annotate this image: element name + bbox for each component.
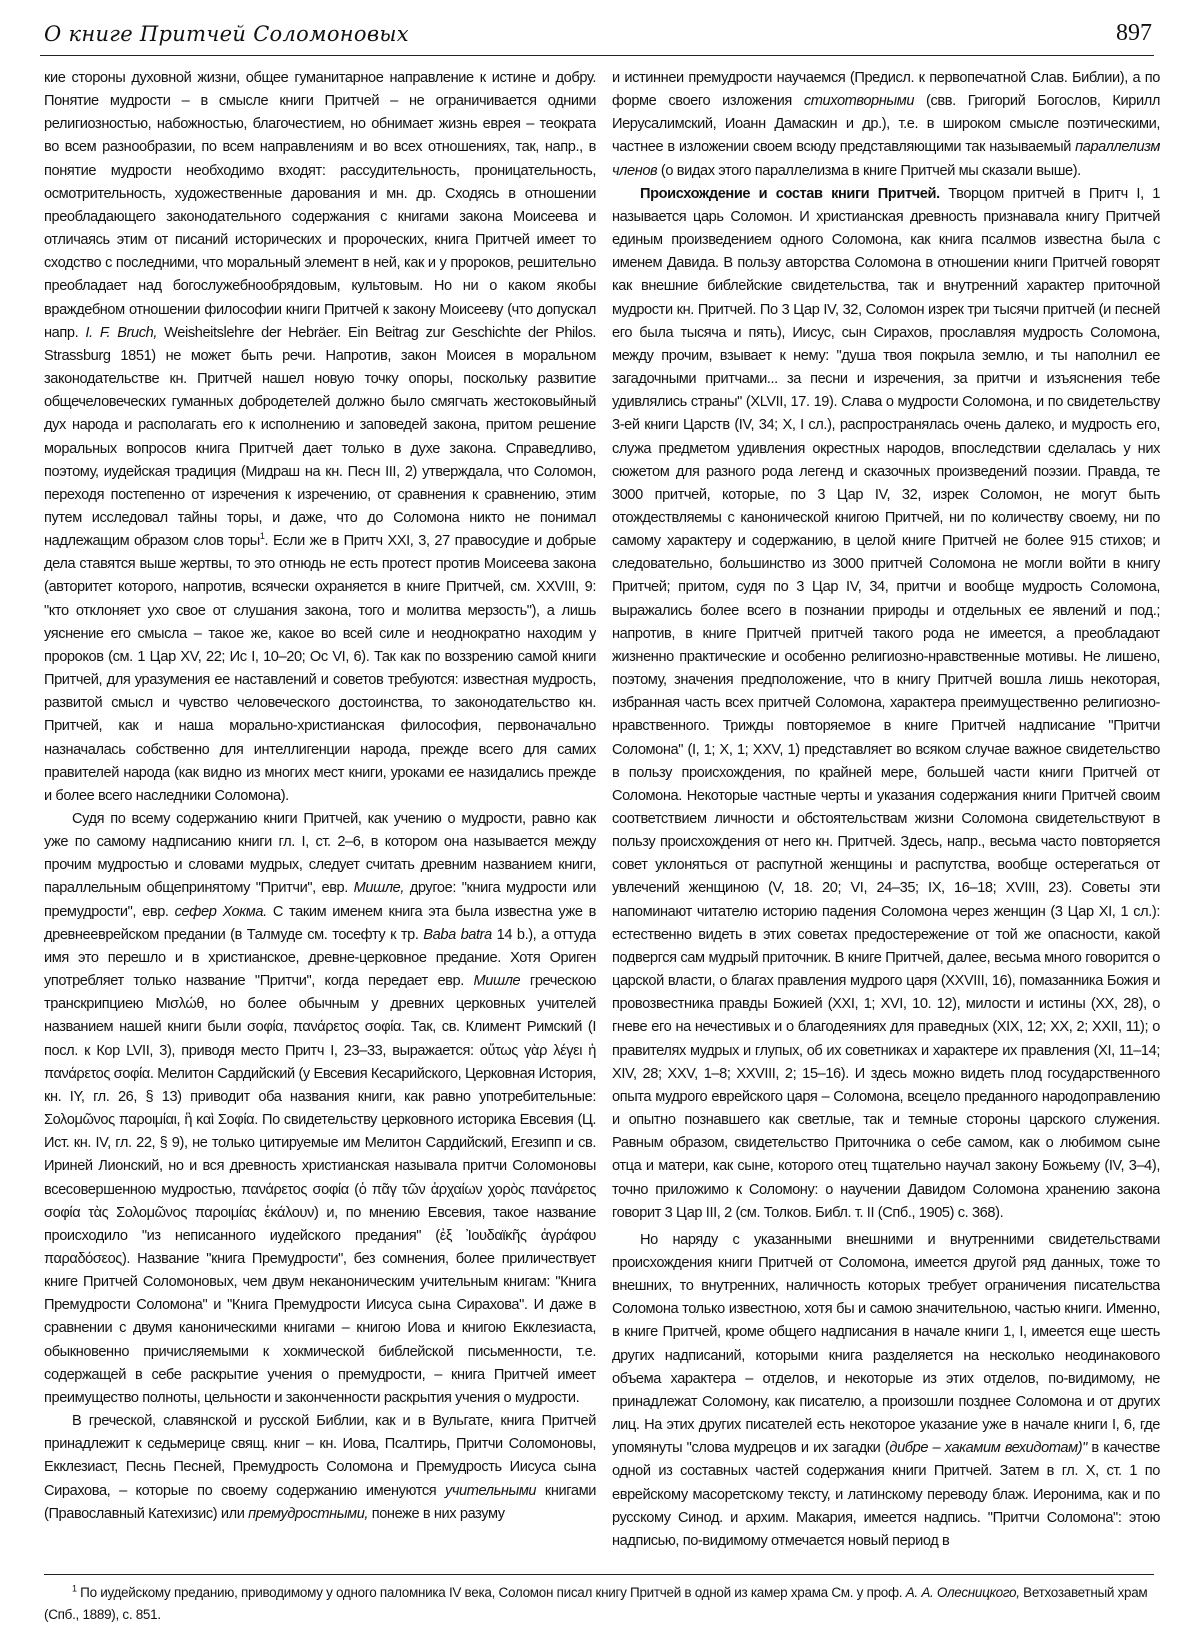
text-run: (свв. Григорий Богослов, Кирилл Иерусалимский, Иоанн Дамаскин и др.), т.е. в широком смысле поэтическими, частнее в изложении своем всюду представляющими так называемый	[612, 93, 1160, 156]
running-header-title: О книге Притчей Соломоновых	[44, 22, 409, 46]
text-run: и истиннеи премудрости научаемся (Предисл. к первопечатной Слав. Библии), а по форме своего изложения	[612, 70, 1160, 110]
term: стихотворными	[803, 93, 915, 110]
section-heading: Происхождение и состав книги Притчей.	[640, 185, 940, 202]
paragraph	[612, 183, 1160, 1225]
term: Мишле,	[353, 880, 405, 897]
paragraph	[44, 808, 596, 1410]
term: дибре – хакамим вехидотам)"	[889, 1440, 1087, 1457]
right-column	[612, 67, 1160, 1572]
text-run: кие стороны духовной жизни, общее гуманитарное направление к истине и добру. Понятие мудрости – в смысле книги Притчей – не ограничивается одними религиозностью, набожностью, благочестием, но обнимает жизнь еврея – теократа во всем разнообразии, по всем направлениям и во всех отношениях, так, напр., в понятие мудрости необходимо входят: рассудительность, проницательность, осмотрительность, художественные дарования и мн. др. Сходясь в отношении преобладающего законодательного содержания с книгами закона Моисеева и отличаясь этим от писаний исторических и пророческих, книга Притчей имеет то сходство с последними, что моральный элемент в ней, как и у пророков, решительно преобладает над богослужебнообрядовым, культовым. Но ни о каком якобы враждебном отношении философии книги Притчей к закону Моисееву (что допускал напр.	[44, 70, 596, 341]
paragraph	[44, 67, 596, 808]
footnote-marker: 1	[259, 531, 265, 542]
text-run: В греческой, славянской и русской Библии, как и в Вульгате, книга Притчей принадлежит к седьмерице свящ. книг – кн. Иова, Псалтирь, Притчи Соломоновы, Екклезиаст, Песнь Песней, Премудрость Соломона и Премудрость Иисуса сына Сирахова, – которые по своему содержанию именуются	[44, 1413, 596, 1499]
term: параллелизм членов	[612, 139, 1160, 179]
paragraph	[612, 67, 1160, 183]
term: Baba batra	[423, 926, 492, 943]
text-run: греческою транскрипциею Μισλώθ, но более обычным у древних церковных учителей названием нашей книги были σοφία, πανάρετος σοφία. Так, св. Климент Римский (I посл. к Кор LVII, 3), приводя место Притч I, 23–33, выражается: οὕτως γὰρ λέγει ἡ πανάρετος σοφία. Мелитон Сардийский (у Евсевия Кесарийского, Церковная История, кн. IY, гл. 26, § 13) приводит оба названия книги, как равно употребительные: Σολομῶνος παροιμίαι, ἣ καὶ Σοφία. По свидетельству церковного историка Евсевия (Ц. Ист. кн. IV, гл. 22, § 9), не только цитируемые им Мелитон Сардийский, Егезипп и св. Ириней Лионский, но и вся древность христианская называла притчи Соломоновы всесовершенною мудростью, πανάρετος σοφία (ὁ πᾶγ τῶν ἀρχαίων χορὸς πανάρετος σοφία τὰς Σολομῶνος παροιμίας ἐκάλουν) и, по мнению Евсевия, такое название происходило "из неписанного иудейского предания" (ἐξ Ἰουδαϊκῆς ἀγράφου παραδόσεος). Название "книга Премудрости", без сомнения, более приличествует книге Притчей Соломоновых, чем двум неканоническим учительным книгам: "Книга Премудрости Соломона" и "Книга Премудрости Иисуса сына Сирахова". И даже в сравнении с двумя каноническими книгами – книгою Иова и книгою Екклезиаста, обыкновенно причисляемыми к хокмической библейской письменности, т.е. содержащей в себе раскрытие учения о премудрости, – книга Притчей имеет преимущество полноты, цельности и законченности раскрытия учения о мудрости.	[44, 973, 596, 1406]
text-run: Ветхозаветный храм (Спб., 1889), с. 851.	[44, 1585, 1148, 1622]
page-number: 897	[1116, 20, 1152, 46]
text-run: Weisheitslehre der Hebräer. Ein Beitrag zur Geschichte der Philos. Strassburg 1851) не может быть речи. Напротив, закон Моисея в моральном законодательстве кн. Притчей нашел новую точку опоры, поскольку развитие общечеловеческих гуманных добродетелей должно было смягчать жестоковыйный дух народа и располагать его к исполнению и заповедей закона, притом решение моральных вопросов книга Притчей дает только в духе закона. Справедливо, поэтому, иудейская традиция (Мидраш на кн. Песн III, 2) утверждала, что Соломон, переходя постепенно от изречения к изречению, от сравнения к сравнению, этим путем исследовал тайны торы, и даже, что до Соломона никто не понимал надлежащим образом слов торы	[44, 324, 596, 550]
text-run: (о видах этого параллелизма в книге Притчей мы сказали выше).	[657, 162, 1081, 179]
term: сефер Хокма.	[174, 903, 267, 920]
text-run: книгами (Православный Катехизис) или	[44, 1482, 596, 1522]
text-run: Но наряду с указанными внешними и внутренними свидетельствами происхождения книги Притчей от Соломона, имеется другой ряд данных, тоже то внешних, то внутренних, наличность которых требует ограничения писательства Соломона только известною, хотя бы и самою значительною, частью книги. Именно, в книге Притчей, кроме общего надписания в начале книги 1, I, имеется еще шесть других надписаний, которыми книга разделяется на несколько неодинакового объема характера – отделов, и некоторые из этих отделов, по-видимому, не принадлежат Соломону, как писателю, а произошли позднее Соломона и от других лиц. На этих других писателей есть некоторое указание уже в начале книги I, 6, где упомянуты "слова мудрецов и их загадки (	[612, 1231, 1160, 1457]
text-run: . Если же в Притч XXI, 3, 27 правосудие и добрые дела ставятся выше жертвы, то это отнюдь не есть протест против Моисеева закона (авторитет которого, напротив, всячески охраняется в книге Притчей, см. XXVIII, 9: "кто отклоняет ухо свое от слушания закона, того и молитва мерзость"), а лишь уяснение его смысла – такое же, какое во всей силе и неоднократно находим у пророков (см. 1 Цар XV, 22; Ис I, 10–20; Ос VI, 6). Так как по воззрению самой книги Притчей, для уразумения ее наставлений и советов требуются: известная мудрость, развитой смысл и чувство человеческого достоинства, то законодательство кн. Притчей, как и наша морально-христианская философия, первоначально назначалась собственно для интеллигенции народа, прежде всего для самих правителей народа (как видно из многих мест книги, уроками ее назидались прежде и более всего наследники Соломона).	[44, 533, 596, 804]
text-run: другое: "книга мудрости или премудрости", евр.	[44, 880, 596, 920]
term: Мишле	[473, 973, 521, 990]
author-name: А. А. Олесницкого,	[905, 1585, 1020, 1600]
term: премудростными,	[248, 1505, 369, 1522]
text-run: Судя по всему содержанию книги Притчей, как учению о мудрости, равно как уже по самому надписанию книги гл. I, ст. 2–6, в котором она называется между прочим мудростью и словами мудрых, следует считать древним названием книги, параллельным общепринятому "Притчи", евр.	[44, 811, 596, 897]
header-rule	[40, 55, 1154, 56]
footnote-rule	[44, 1574, 1154, 1575]
term: учительными	[444, 1482, 537, 1499]
left-column	[44, 67, 596, 1572]
footnote-number: 1	[72, 1583, 77, 1594]
text-run: С таким именем книга эта была известна уже в древнееврейском предании (в Талмуде см. тосефту к тр.	[44, 903, 596, 943]
text-run: Творцом притчей в Притч I, 1 называется царь Соломон. И христианская древность признавала книгу Притчей единым произведением одного Соломона, как книга псалмов известна была с именем Давида. В пользу авторства Соломона в отношении книги Притчей говорят как внешние библейские свидетельства, так и внутренний характер приточной мудрости кн. Притчей. По 3 Цар IV, 32, Соломон изрек три тысячи притчей (и песней его была тысяча и пять), Иисус, сын Сирахов, прославляя мудрость Соломона, между прочим, взывает к нему: "душа твоя покрыла землю, и ты наполнил ее загадочными притчами... за песни и изречения, за притчи и изъяснения тебе удивлялись страны" (XLVII, 17. 19). Слава о мудрости Соломона, и по свидетельству 3-ей книги Царств (IV, 34; X, I сл.), распространялась очень далеко, и мудрость его, служа предметом удивления окрестных народов, впоследствии сделалась у них сюжетом для разного рода легенд и сказочных произведений поэзии. Правда, те 3000 притчей, которые, по 3 Цар IV, 32, изрек Соломон, не могут быть отождествляемы с канонической книгою Притчей, ни по количеству своему, ни по самому характеру и содержанию, в целой книге Притчей не более 915 стихов; и следовательно, большинство из 3000 притчей Соломона не могли войти в книгу Притчей; притом, судя по 3 Цар IV, 34, притчи и вообще мудрость Соломона, выражались более всего в познании природы и отдельных ее явлений и под.; напротив, в книге Притчей притчей такого рода не имеется, а преобладают жизненно практические и особенно религиозно-нравственные мотивы. Не лишено, поэтому, значения предположение, что в книгу Притчей вошла лишь некоторая, избранная часть всех притчей Соломона, характера преимущественно религиозно-нравственного. Трижды повторяемое в книге Притчей надписание "Притчи Соломона" (I, 1; X, 1; XXV, 1) представляет во всяком случае важное свидетельство в пользу происхождения, по крайней мере, большей части книги Притчей от Соломона. Некоторые частные черты и указания содержания книги Притчей своим соответствием личности и обстоятельствам жизни Соломона свидетельствуют в пользу происхождения от него кн. Притчей. Здесь, напр., весьма часто повторяется совет уклоняться от распутной женщины и распутства, вообще остерегаться от увлечений женщиною (V, 18. 20; VI, 24–35; IX, 16–18; XVIII, 23). Советы эти напоминают читателю историю падения Соломона через женщин (3 Цар XI, 1 сл.): естественно видеть в этих советах предостережение от той же опасности, какой подвергся сам мудрый приточник. В книге Притчей, далее, весьма много говорится о царской власти, о благах правления мудрого царя (XXVIII, 16), помазанника Божия и провозвестника правды Божией (XXI, 1; XVI, 10. 12), милости и истины (XX, 28), о гневе его на нечестивых и о благодеяниях для праведных (XIX, 12; XX, 2; XXII, 11); о правителях мудрых и глупых, об их советниках и характере их правления (XI, 11–14; XIV, 28; XXV, 1–8; XXVIII, 2; 15–16). И здесь можно видеть плод государственного опыта мудрого еврейского царя – Соломона, всецело преданного народоправлению и опытно познавшего как светлые, так и темные стороны царского служения. Равным образом, свидетельство Приточника о себе самом, как о любимом сыне отца и матери, как сыне, которого отец тщательно научал закону Божьему (IV, 3–4), точно приложимо к Соломону: о научении Давидом Соломона хранению закона говорит 3 Цар III, 2 (см. Толков. Библ. т. II (Спб., 1905) с. 368).	[612, 185, 1160, 1221]
text-run: 14 b.), а оттуда имя это перешло и в христианское, древне-церковное предание. Хотя Ориген употребляет только название "Притчи", когда передает евр.	[44, 926, 596, 990]
footnote	[44, 1582, 1160, 1626]
text-run: в качестве одной из составных частей содержания книги Притчей. Затем в гл. X, ст. 1 по еврейскому масоретскому тексту, и латинскому переводу блаж. Иеронима, как и по русскому Синод. и архим. Макария, имеется надпись. "Притчи Соломона": этою надписью, по-видимому отмечается новый период в	[612, 1440, 1160, 1549]
text-run: По иудейскому преданию, приводимому у одного паломника IV века, Соломон писал книгу Притчей в одной из камер храма См. у проф.	[76, 1585, 906, 1600]
text-run: понеже в них разуму	[368, 1505, 505, 1522]
paragraph	[612, 1229, 1160, 1553]
paragraph	[44, 1410, 596, 1526]
author-name: I. F. Bruch,	[85, 324, 158, 341]
